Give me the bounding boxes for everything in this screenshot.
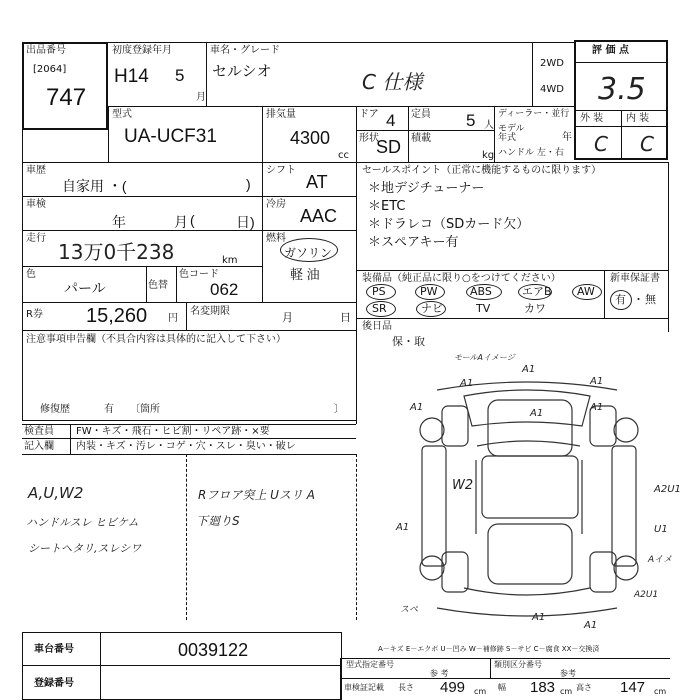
cooling-value: AAC [300,206,338,226]
exterior-grade: C [594,132,608,156]
cooling-label: 冷房 [266,199,286,210]
chassis-value: 0039122 [178,640,249,660]
color-code-label: 色コード [179,269,219,280]
capacity-unit: 人 [484,120,494,131]
usage-value: 自家用 ・( [62,178,127,194]
dealer-label: ディーラー・並行 [498,109,570,119]
name-change-month: 月 [282,311,293,324]
diagram-mark: A1 [410,402,424,413]
equipment-airbag: エアB [522,285,552,298]
cert-class-label: 類別区分番号 [494,660,542,669]
equipment-aw: AW [577,285,595,298]
interior-label: 内 装 [626,113,650,124]
divider [22,665,342,666]
car-grade: C 仕様 [362,70,423,94]
interior-grade: C [640,132,654,156]
divider [22,162,668,163]
capacity-label: 定員 [411,109,431,120]
damage-legend: A－キズ E－エクボ U－凹み W－補修跡 S－サビ C－腐食 XX－交換済 [378,645,600,653]
model-year-label2: 年式 [498,133,517,143]
divider [408,106,409,162]
recycle-unit: 円 [168,313,178,324]
dims-width-label: 幅 [498,683,506,692]
diagram-mark: W2 [452,478,474,493]
left-border [22,130,23,420]
cert-ref: 参 考 [430,669,449,678]
exterior-label: 外 装 [580,113,604,124]
first-reg-year: H14 [114,66,149,87]
divider [532,42,533,106]
inspection-open: ( [190,212,195,228]
divider [22,196,356,197]
recycle-label: R券 [26,309,43,320]
inspector-label: 記入欄 [24,441,54,452]
color-value: パール [64,280,106,296]
fuel-selected-circle [280,238,338,262]
equipment-leather: カワ [524,302,546,315]
doors-value: 4 [386,111,396,130]
dims-length: 499 [440,679,466,696]
diagram-mark: A1 [532,612,546,623]
diagram-mark: A1 [584,620,598,631]
divider [22,230,356,231]
color-code: 062 [210,280,239,299]
divider [574,62,668,63]
divider [22,302,356,303]
diagram-mark: A1 [530,408,544,419]
doors-label: ドア [359,109,379,120]
inspector-row-interior: 内装・キズ・汚レ・コゲ・穴・スレ・臭い・破レ [76,441,296,452]
equipment-label: 装備品（純正品に限り○をつけてください） [362,273,561,284]
inspector-label: 検査員 [24,426,54,437]
lot-sub: [2064] [33,64,67,75]
load-unit: kg [482,150,495,161]
handwritten-note: シートヘタリ,スレシワ [28,542,142,555]
divider [22,454,356,455]
divider [22,424,356,425]
divider [108,106,109,162]
inspector-row-exterior: FW・キズ・飛石・ヒビ割・リペア跡・×要 [76,426,270,437]
dims-height: 147 [620,679,646,696]
inspection-year: 年 [112,214,126,230]
color-replace-label: 色替 [148,280,168,291]
equipment-pw: PW [420,285,438,298]
handwritten-note: 下廻りS [196,514,240,528]
rear-seat-value: 保・取 [392,335,425,348]
handwritten-note: ハンドルスレ ヒビケム [26,516,139,529]
diagram-mark: A1 [460,378,474,389]
divider [340,658,341,700]
cert-ref: 参考 [560,669,576,678]
2wd-label: 2WD [540,58,564,69]
repair-label: 修復歴 [40,404,70,415]
dims-unit: cm [560,687,573,696]
equipment-tv: TV [476,302,491,315]
divider [108,106,574,107]
inspection-label: 車検 [26,199,46,210]
divider [176,266,177,302]
model-year-unit: 年 [562,132,572,143]
car-name-label: 車名・グレード [210,45,280,56]
first-reg-month: 5 [175,66,185,85]
sales-item: ＊ETC [368,199,406,214]
lot-number: 747 [46,84,87,111]
diagram-mark: U1 [654,524,668,535]
divider [22,266,262,267]
repair-value: 有 [104,404,114,415]
first-reg-label: 初度登録年月 [112,45,172,56]
divider [356,454,357,620]
diagram-mark: A2U1 [654,484,681,495]
equipment-sr: SR [372,302,387,315]
notes-label: 注意事項申告欄（不具合内容は具体的に記入して下さい） [26,334,286,345]
recycle-value: 15,260 [86,305,148,327]
name-change-label: 名変期限 [190,306,230,317]
dims-unit: cm [474,687,487,696]
sales-label: セールスポイント（正常に機能するものに限ります） [362,165,602,176]
capacity-value: 5 [466,111,476,130]
model-value: UA-UCF31 [124,126,217,147]
sales-item: ＊地デジチューナー [368,181,485,196]
divider [621,110,622,160]
body-value: SD [376,137,402,157]
displacement-label: 排気量 [266,109,296,120]
handle-label: ハンドル 左・右 [498,148,564,158]
divider [146,266,147,302]
mileage-label: 走行 [26,233,46,244]
equipment-abs: ABS [470,285,492,298]
divider [186,454,187,620]
divider [22,330,356,331]
divider [604,270,605,318]
dims-unit: cm [654,687,667,696]
4wd-label: 4WD [540,84,564,95]
diagram-mark: スペ [400,605,419,615]
divider [356,106,357,162]
divider [70,424,71,454]
score-value: 3.5 [598,72,646,107]
repair-open: 〔箇所 [130,404,160,415]
displacement-unit: cc [338,150,349,161]
diagram-mark: A1 [522,364,536,375]
divider [356,162,357,332]
diagram-mark: A1 [396,522,410,533]
color-label: 色 [26,269,36,280]
warranty-label: 新車保証書 [610,273,660,284]
model-year-label1: モデル [498,124,525,134]
mileage-value: 13万0千238 [58,240,175,264]
warranty-sep: ・ [633,293,644,306]
usage-close: ) [246,176,251,192]
cert-label: 型式指定番号 [346,660,394,669]
handwritten-note: A,U,W2 [28,484,84,502]
fuel-value-diesel: 軽 油 [290,267,320,282]
dims-height-label: 高さ [576,683,592,692]
divider [356,318,668,319]
repair-close: 〕 [334,404,344,415]
divider [494,106,495,162]
fuel-value-gasoline: ガソリン [284,246,333,260]
diagram-mark: A2U1 [634,590,659,600]
load-label: 積載 [411,133,431,144]
sales-item: ＊ドラレコ（SDカード欠） [368,217,530,232]
chassis-label: 車台番号 [34,644,74,655]
warranty-yes: 有 [615,293,626,306]
dims-width: 183 [530,679,556,696]
divider [186,302,187,330]
divider [490,658,491,678]
shift-value: AT [306,172,328,192]
divider [22,420,356,421]
divider [356,332,357,424]
displacement-value: 4300 [290,128,331,148]
shift-label: シフト [266,165,296,176]
top-border [108,42,574,43]
body-label: 形状 [359,133,379,144]
diagram-mark: モールAイメージ [454,353,515,362]
fuel-label: 燃料 [266,233,286,244]
first-reg-month-unit: 月 [196,92,206,103]
rear-seat-label: 後日品 [362,321,392,332]
divider [262,106,263,162]
registration-label: 登録番号 [34,678,74,689]
dims-length-label: 長さ [398,683,414,692]
divider [100,632,101,700]
handwritten-note: Rフロア突上 Uスリ A [198,488,315,502]
dims-label: 車検証記載 [344,683,384,692]
usage-label: 車歴 [26,165,46,176]
mileage-unit: km [222,255,238,266]
diagram-mark: A1 [590,376,604,387]
diagram-mark: A1 [590,402,604,413]
name-change-day: 日 [340,311,351,324]
divider [356,270,668,271]
divider [262,162,263,302]
equipment-navi: ナビ [421,302,443,315]
right-border [668,162,669,332]
model-label: 型式 [112,109,132,120]
inspection-day: 日) [236,214,255,230]
sales-item: ＊スペアキー有 [368,235,459,250]
score-label: 評 価 点 [592,45,629,56]
equipment-ps: PS [372,285,386,298]
inspection-month: 月 [174,214,188,230]
lot-label: 出品番号 [26,45,66,56]
diagram-mark: Aイメ [648,555,673,565]
car-name: セルシオ [212,63,272,80]
divider [22,438,356,439]
divider [206,42,207,106]
warranty-no: 無 [645,293,656,306]
